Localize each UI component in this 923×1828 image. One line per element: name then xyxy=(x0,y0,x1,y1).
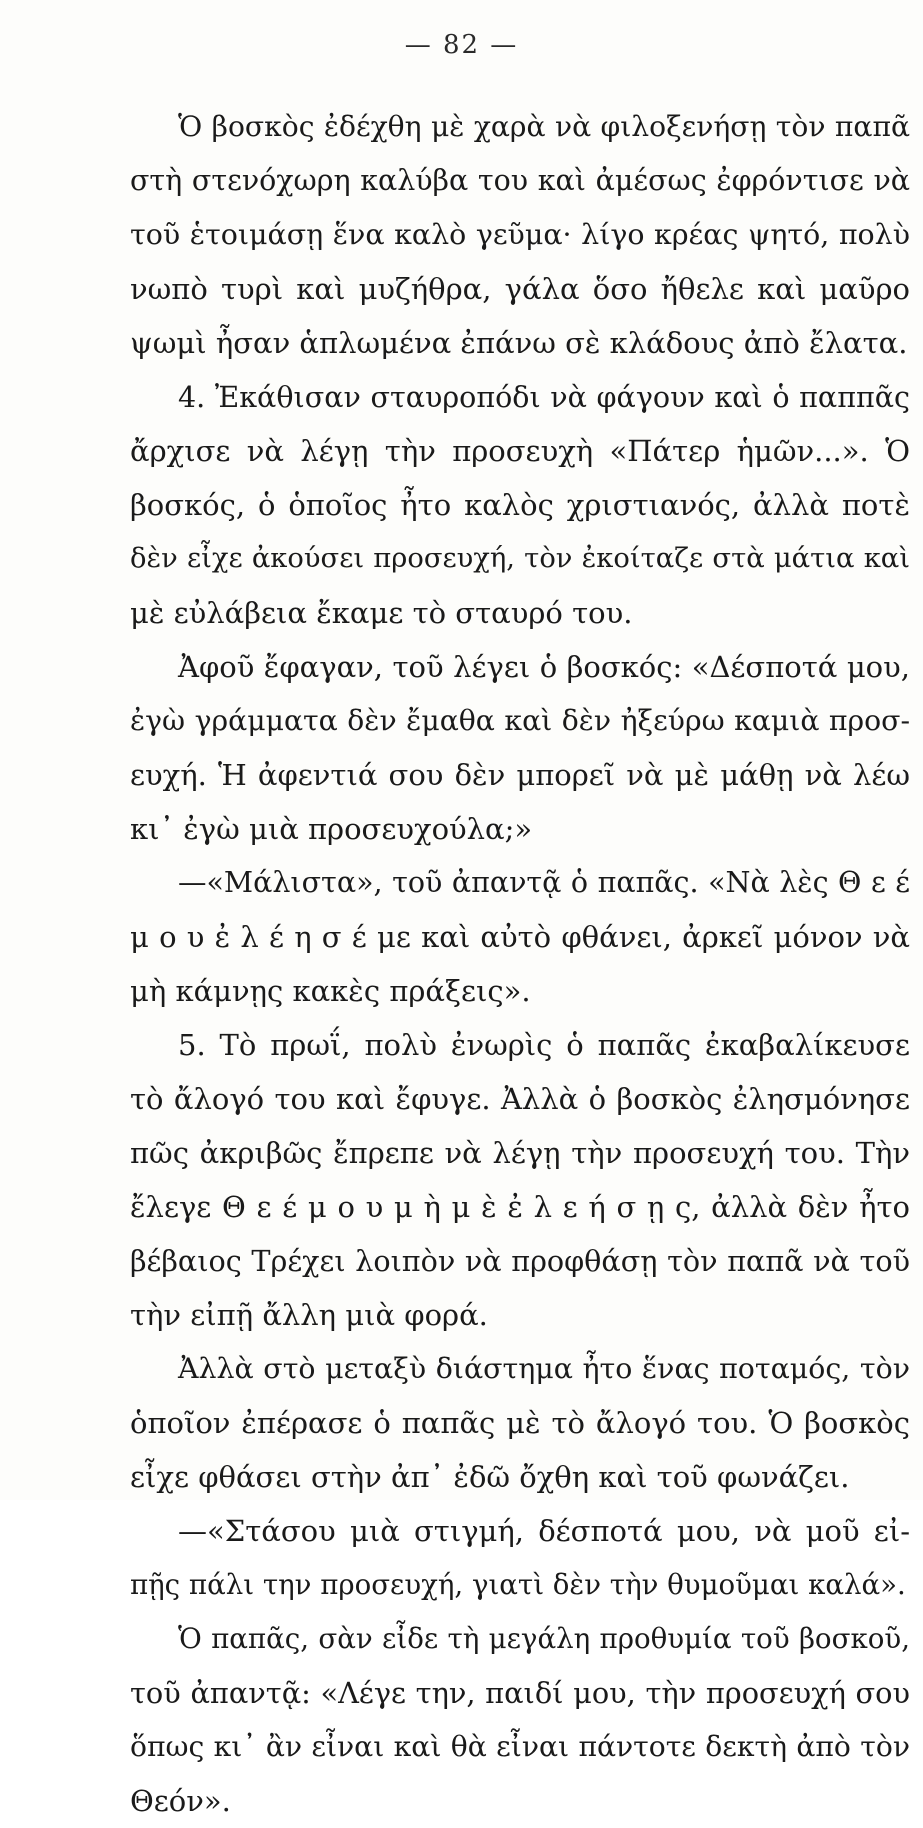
text-line: ψωμὶ ἦσαν ἁπλωμένα ἐπάνω σὲ κλάδους ἀπὸ ἔλατα. xyxy=(130,326,908,360)
text-line: εἶχε φθάσει στὴν ἀπ᾿ ἐδῶ ὄχθη καὶ τοῦ φωνάζει. xyxy=(130,1460,850,1494)
text-line: πῇς πάλι την προσευχή, γιατὶ δὲν τὴν θυμοῦμαι καλά». xyxy=(130,1568,906,1601)
text-line: 4. Ἐκάθισαν σταυροπόδι νὰ φάγουν καὶ ὁ παππᾶς xyxy=(178,380,910,414)
text-line: μ ο υ ἐ λ έ η σ έ με καὶ αὐτὸ φθάνει, ἀρκεῖ μόνον νὰ xyxy=(130,920,910,954)
page-number: — 82 — xyxy=(404,30,519,60)
text-line: ἄρχισε νὰ λέγῃ τὴν προσευχὴ «Πάτερ ἡμῶν...». Ὁ xyxy=(130,434,910,468)
text-line: μὲ εὐλάβεια ἔκαμε τὸ σταυρό του. xyxy=(130,596,633,630)
text-line: δὲν εἶχε ἀκούσει προσευχή, τὸν ἐκοίταζε στὰ μάτια καὶ xyxy=(130,543,910,574)
text-line: ὁποῖον ἐπέρασε ὁ παπᾶς μὲ τὸ ἄλογό του. Ὁ βοσκὸς xyxy=(130,1406,910,1440)
text-line: Ὁ παπᾶς, σὰν εἶδε τὴ μεγάλη προθυμία τοῦ βοσκοῦ, xyxy=(178,1622,910,1655)
text-line: ευχή. Ἡ ἀφεντιά σου δὲν μπορεῖ νὰ μὲ μάθῃ νὰ λέω xyxy=(130,758,910,792)
text-line: στὴ στενόχωρη καλύβα του καὶ ἀμέσως ἐφρόντισε νὰ xyxy=(130,164,910,197)
text-line: βέβαιος Τρέχει λοιπὸν νὰ προφθάσῃ τὸν παπᾶ νὰ τοῦ xyxy=(130,1244,910,1278)
text-line: ἔλεγε Θ ε έ μ ο υ μ ὴ μ ὲ ἐ λ ε ή σ ῃ ς, ἀλλὰ δὲν ἦτο xyxy=(130,1190,910,1224)
text-line: Ἀφοῦ ἔφαγαν, τοῦ λέγει ὁ βοσκός: «Δέσποτά μου, xyxy=(178,650,910,684)
text-line: Θεόν». xyxy=(130,1784,231,1818)
text-line: τὸ ἄλογό του καὶ ἔφυγε. Ἀλλὰ ὁ βοσκὸς ἐλησμόνησε xyxy=(130,1082,910,1116)
text-line: μὴ κάμνῃς κακὲς πράξεις». xyxy=(130,974,531,1008)
body-text xyxy=(130,100,910,1828)
text-line: τοῦ ἀπαντᾷ: «Λέγε την, παιδί μου, τὴν προσευχή σου xyxy=(130,1676,910,1710)
text-line: ἐγὼ γράμματα δὲν ἔμαθα καὶ δὲν ἠξεύρω καμιὰ προσ- xyxy=(130,704,910,737)
text-line: πῶς ἀκριβῶς ἔπρεπε νὰ λέγῃ τὴν προσευχή του. Τὴν xyxy=(130,1136,910,1170)
text-line: ὅπως κι᾿ ἂν εἶναι καὶ θὰ εἶναι πάντοτε δεκτὴ ἀπὸ τὸν xyxy=(130,1730,910,1763)
text-line: Ὁ βοσκὸς ἐδέχθη μὲ χαρὰ νὰ φιλοξενήσῃ τὸν παπᾶ xyxy=(178,110,910,143)
text-line: βοσκός, ὁ ὁποῖος ἦτο καλὸς χριστιανός, ἀλλὰ ποτὲ xyxy=(130,488,910,522)
text-line: Ἀλλὰ στὸ μεταξὺ διάστημα ἦτο ἕνας ποταμός, τὸν xyxy=(178,1352,910,1385)
text-line: 5. Τὸ πρωΐ, πολὺ ἐνωρὶς ὁ παπᾶς ἐκαβαλίκευσε xyxy=(178,1028,910,1062)
text-line: νωπὸ τυρὶ καὶ μυζήθρα, γάλα ὅσο ἤθελε καὶ μαῦρο xyxy=(130,272,910,306)
text-line: —«Στάσου μιὰ στιγμή, δέσποτά μου, νὰ μοῦ εἰ- xyxy=(178,1514,910,1548)
text-line: τοῦ ἑτοιμάσῃ ἕνα καλὸ γεῦμα· λίγο κρέας ψητό, πολὺ xyxy=(130,218,910,251)
text-line: —«Μάλιστα», τοῦ ἀπαντᾷ ὁ παπᾶς. «Νὰ λὲς Θ ε έ xyxy=(178,866,910,899)
text-line: κι᾿ ἐγὼ μιὰ προσευχούλα;» xyxy=(130,812,533,846)
text-line: τὴν εἰπῇ ἄλλη μιὰ φορά. xyxy=(130,1298,488,1332)
